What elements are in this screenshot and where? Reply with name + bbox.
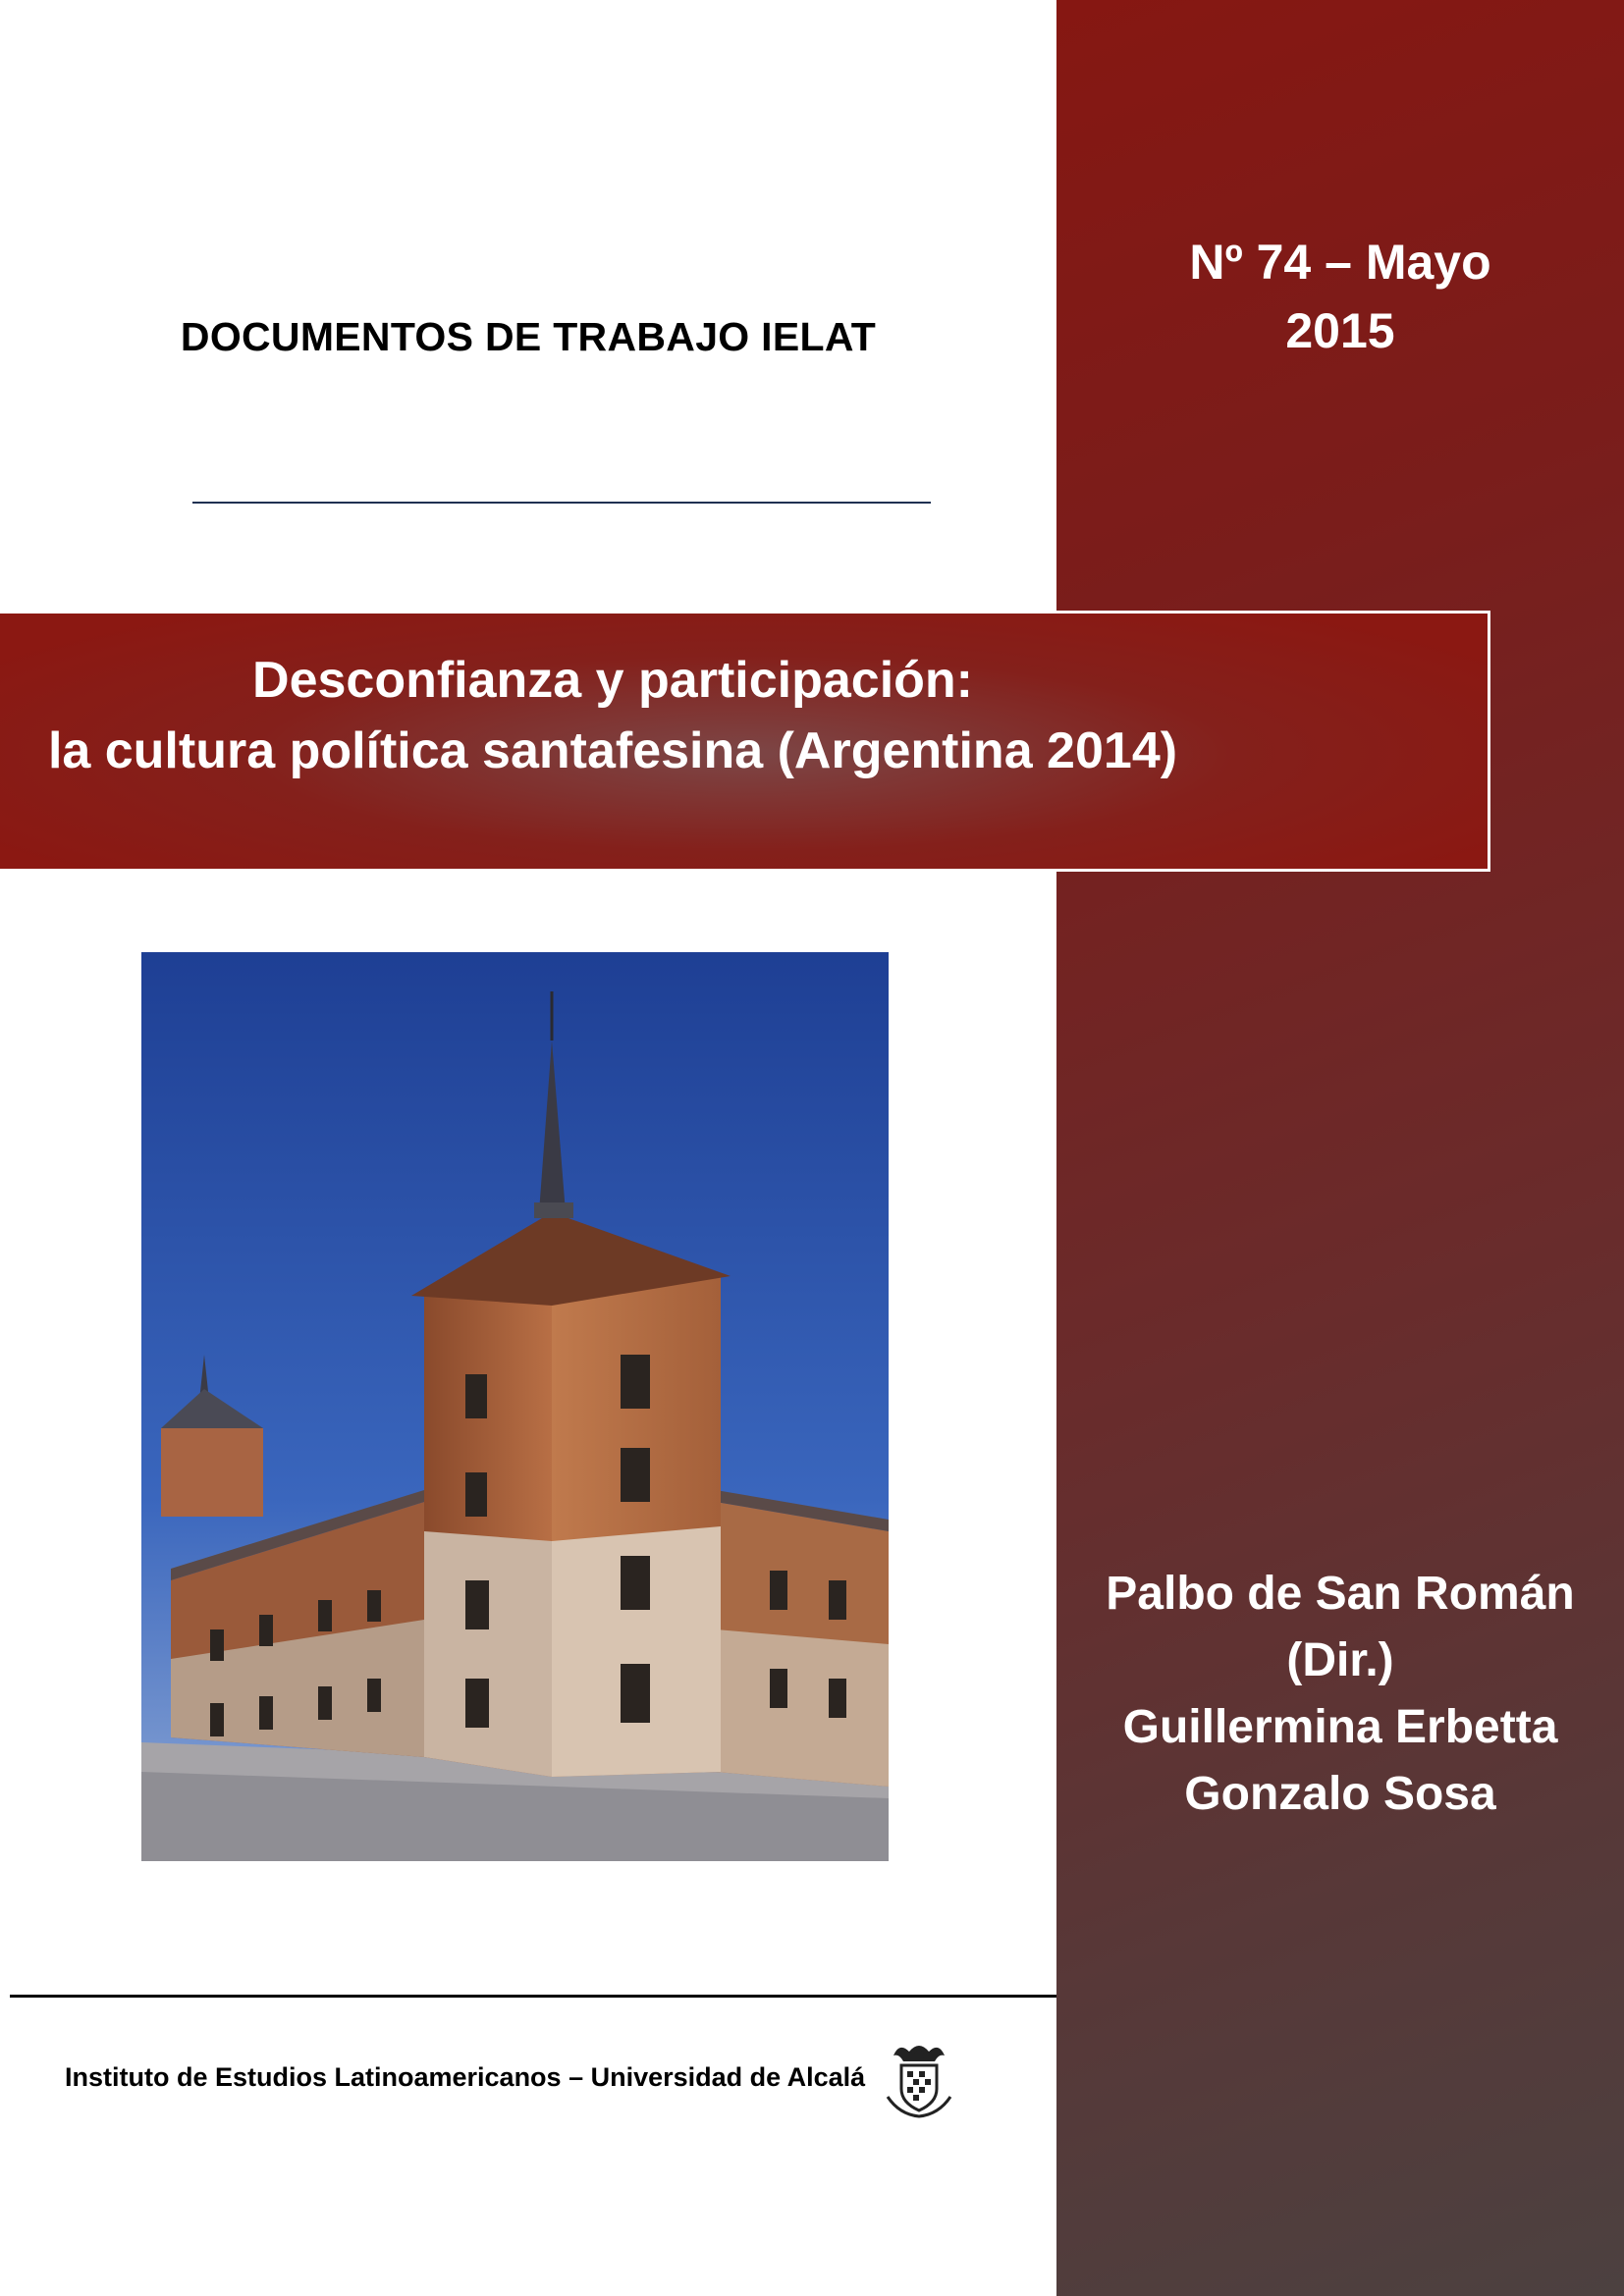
building-photo-illustration bbox=[141, 952, 889, 1861]
document-title-line-1: Desconfianza y participación: bbox=[252, 652, 973, 709]
author-name: Gonzalo Sosa bbox=[1184, 1768, 1496, 1820]
institute-name: Instituto de Estudios Latinoamericanos – Universidad de Alcalá bbox=[65, 2062, 866, 2092]
authors-block bbox=[1056, 1561, 1624, 1828]
issue-label bbox=[1056, 228, 1624, 365]
series-title: DOCUMENTOS DE TRABAJO IELAT bbox=[180, 314, 877, 359]
author-name: Guillermina Erbetta bbox=[1122, 1701, 1558, 1753]
cover-photo bbox=[141, 952, 889, 1861]
divider-top bbox=[192, 502, 931, 504]
issue-year: 2015 bbox=[1285, 303, 1395, 358]
author-role: (Dir.) bbox=[1286, 1634, 1394, 1686]
author-name: Palbo de San Román bbox=[1106, 1568, 1575, 1620]
document-title-line-2: la cultura política santafesina (Argentina 2014) bbox=[47, 722, 1178, 779]
divider-bottom bbox=[10, 1995, 1056, 1998]
university-crest-icon bbox=[880, 2038, 958, 2118]
issue-number: Nº 74 – Mayo bbox=[1189, 235, 1491, 290]
title-band bbox=[0, 611, 1490, 872]
